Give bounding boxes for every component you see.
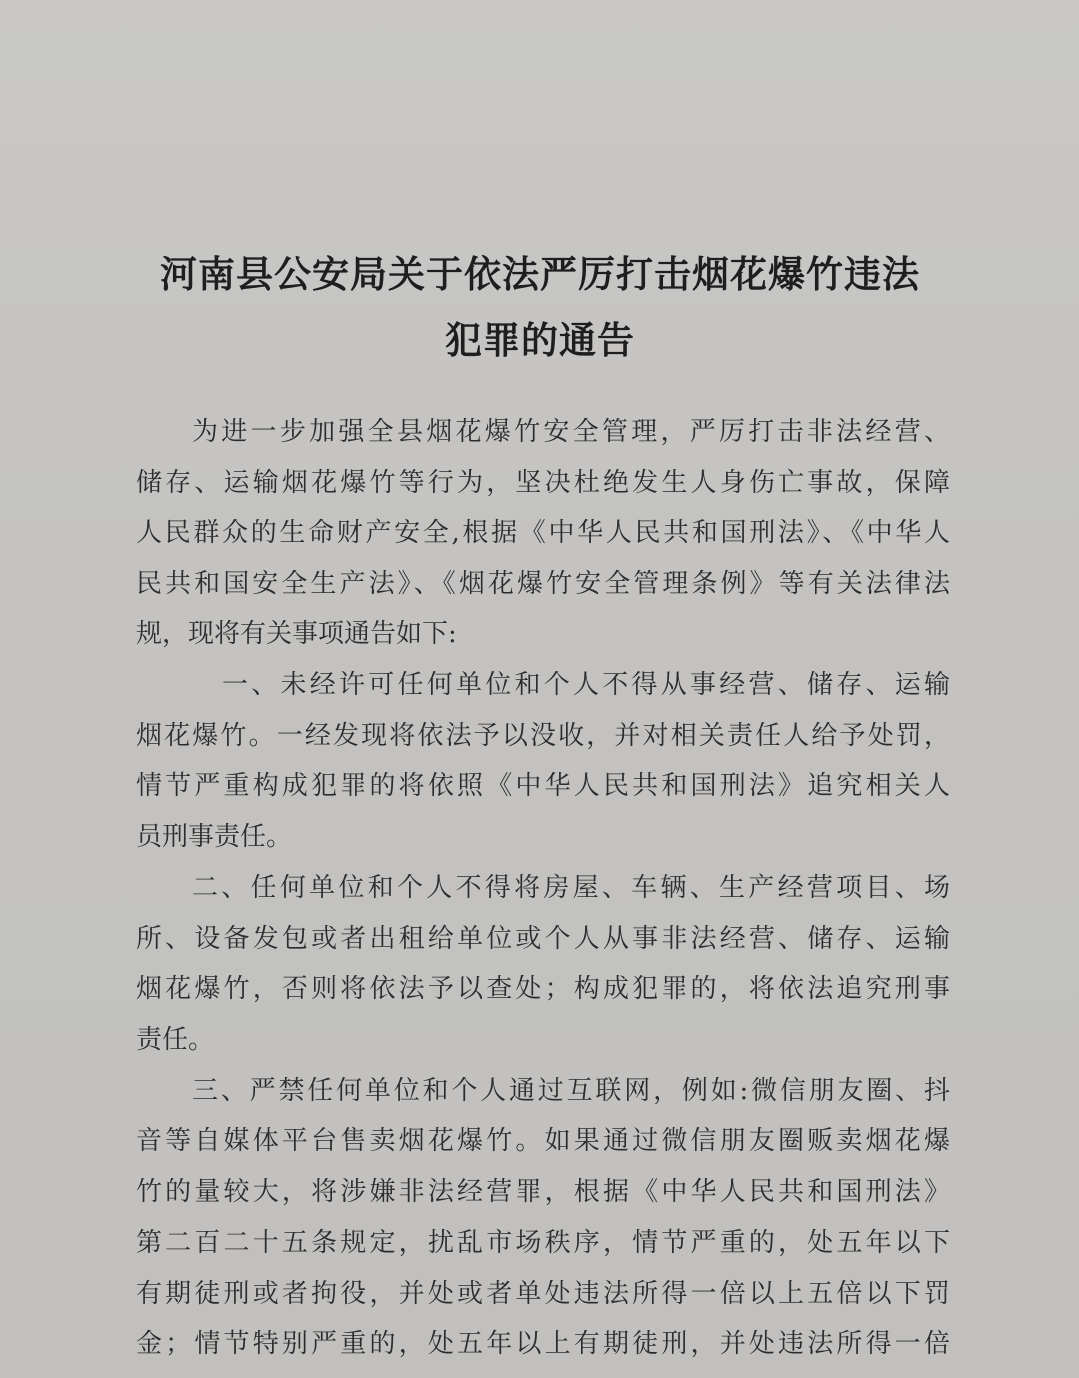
paragraph-item-1-line: 员刑事责任。 <box>136 822 293 852</box>
paragraph-item-1-line: 烟花爆竹。一经发现将依法予以没收，并对相关责任人给予处罚， <box>136 721 950 751</box>
paragraph-item-3-line: 三、严禁任何单位和个人通过互联网，例如:微信朋友圈、抖 <box>192 1076 950 1106</box>
notice-title-line-2: 犯罪的通告 <box>445 319 635 362</box>
paragraph-item-3-line: 音等自媒体平台售卖烟花爆竹。如果通过微信朋友圈贩卖烟花爆 <box>136 1126 950 1156</box>
paragraph-intro-line: 规，现将有关事项通告如下: <box>136 619 457 649</box>
paragraph-item-1-line: 情节严重构成犯罪的将依照《中华人民共和国刑法》追究相关人 <box>136 771 950 801</box>
notice-title-line-1: 河南县公安局关于依法严厉打击烟花爆竹违法 <box>160 253 920 296</box>
paragraph-item-3-line: 竹的量较大，将涉嫌非法经营罪，根据《中华人民共和国刑法》 <box>136 1177 950 1207</box>
paragraph-item-3-line: 有期徒刑或者拘役，并处或者单处违法所得一倍以上五倍以下罚 <box>136 1279 950 1309</box>
paragraph-item-2-line: 责任。 <box>136 1025 215 1055</box>
paragraph-item-2-line: 二、任何单位和个人不得将房屋、车辆、生产经营项目、场 <box>192 873 950 903</box>
paragraph-item-2-line: 烟花爆竹，否则将依法予以查处；构成犯罪的，将依法追究刑事 <box>136 974 950 1004</box>
paragraph-item-2-line: 所、设备发包或者出租给单位或个人从事非法经营、储存、运输 <box>136 924 950 954</box>
paragraph-intro-line: 为进一步加强全县烟花爆竹安全管理，严厉打击非法经营、 <box>192 417 950 447</box>
paragraph-item-3-line: 金；情节特别严重的，处五年以上有期徒刑，并处违法所得一倍 <box>136 1329 950 1359</box>
paragraph-intro-line: 民共和国安全生产法》、《烟花爆竹安全管理条例》等有关法律法 <box>136 569 950 599</box>
paragraph-item-1-line: 一、未经许可任何单位和个人不得从事经营、储存、运输 <box>222 670 950 700</box>
paragraph-item-3-line: 第二百二十五条规定，扰乱市场秩序，情节严重的，处五年以下 <box>136 1228 950 1258</box>
paragraph-intro-line: 人民群众的生命财产安全,根据《中华人民共和国刑法》、《中华人 <box>136 518 950 548</box>
paragraph-intro-line: 储存、运输烟花爆竹等行为，坚决杜绝发生人身伤亡事故，保障 <box>136 468 950 498</box>
